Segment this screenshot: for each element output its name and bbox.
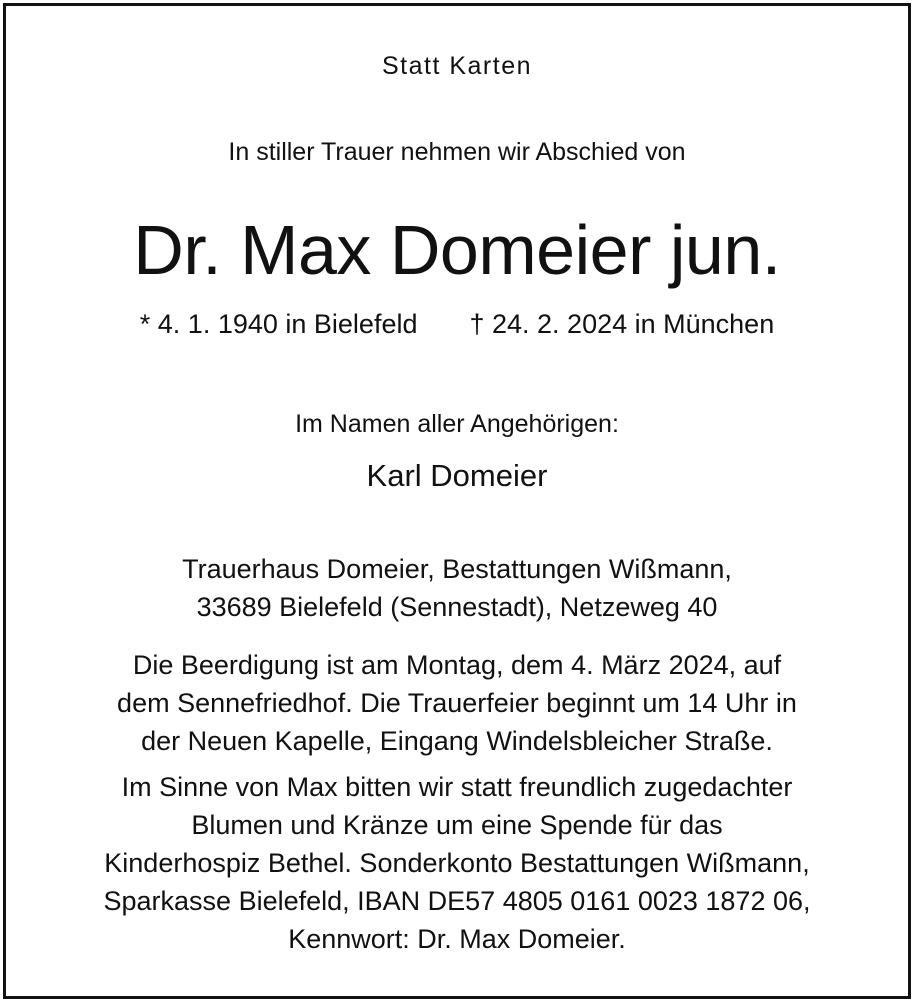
death-date: † 24. 2. 2024 in München (469, 309, 775, 339)
donation-info-line: Im Sinne von Max bitten wir statt freundlich zugedachter (121, 772, 793, 802)
donation-info-line: Kennwort: Dr. Max Domeier. (288, 924, 626, 954)
life-dates (0, 309, 914, 340)
deceased-name: Dr. Max Domeier jun. (133, 211, 781, 289)
funeral-info-line: Die Beerdigung ist am Montag, dem 4. März 2024, auf (132, 650, 782, 680)
address-line: 33689 Bielefeld (Sennestadt), Netzeweg 40 (196, 592, 718, 622)
funeral-info-line: dem Sennefriedhof. Die Trauerfeier beginnt um 14 Uhr in (117, 688, 797, 718)
donation-info-line: Sparkasse Bielefeld, IBAN DE57 4805 0161 0023 1872 06, (103, 886, 811, 916)
intro-text: In stiller Trauer nehmen wir Abschied von (228, 138, 686, 166)
notice-header: Statt Karten (381, 52, 533, 80)
donation-info-line: Kinderhospiz Bethel. Sonderkonto Bestattungen Wißmann, (104, 848, 810, 878)
birth-date: * 4. 1. 1940 in Bielefeld (139, 309, 418, 339)
funeral-info-line: der Neuen Kapelle, Eingang Windelsbleicher Straße. (141, 726, 773, 756)
on-behalf-text: Im Namen aller Angehörigen: (295, 410, 619, 438)
address-line: Trauerhaus Domeier, Bestattungen Wißmann, (182, 554, 732, 584)
donation-info-line: Blumen und Kränze um eine Spende für das (191, 810, 723, 840)
signer-name: Karl Domeier (366, 458, 548, 493)
